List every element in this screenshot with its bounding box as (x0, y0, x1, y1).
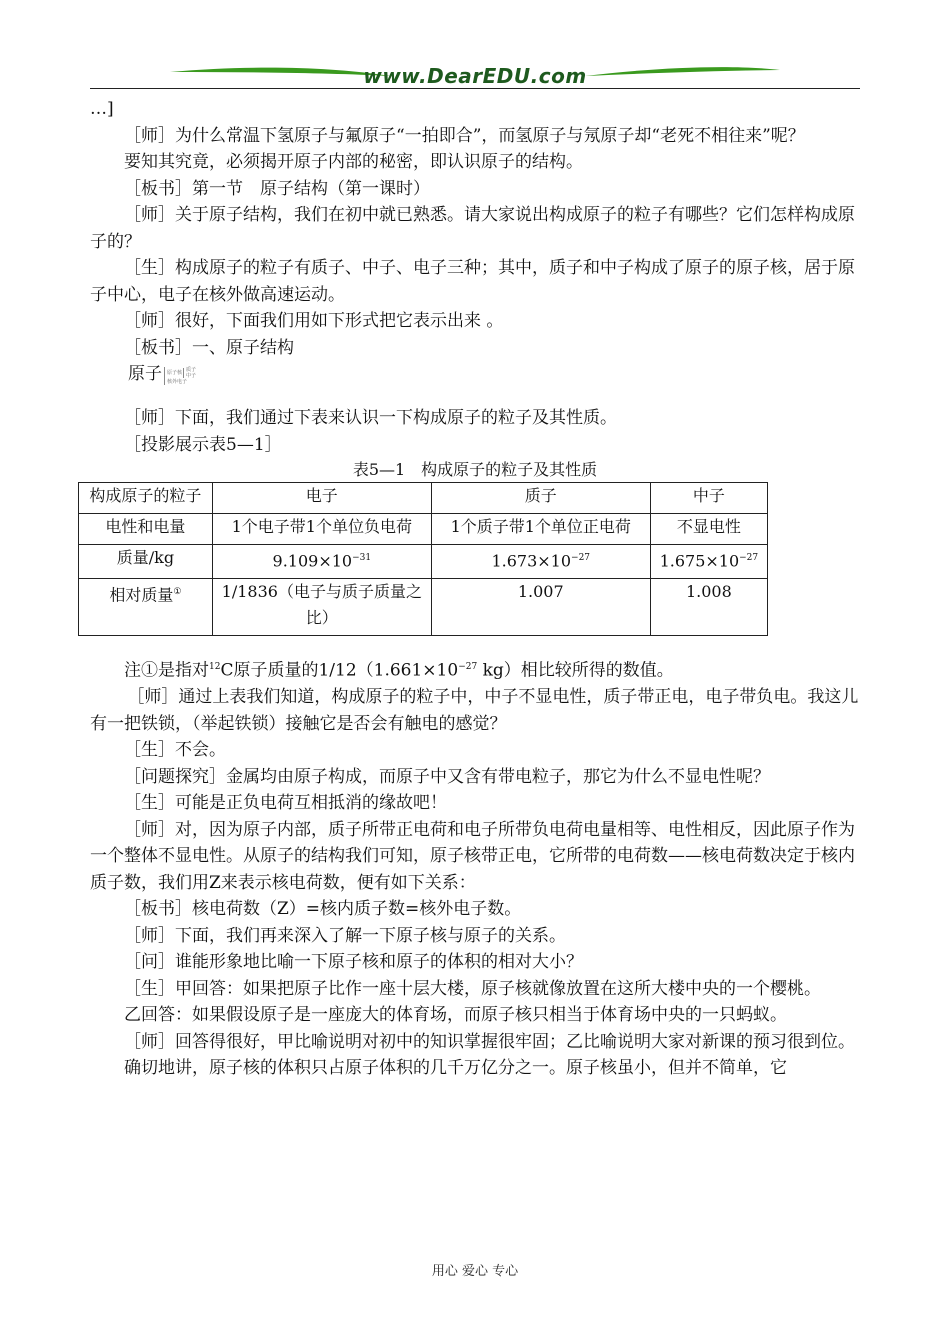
site-logo[interactable]: www.DearEDU.com (363, 64, 587, 88)
paragraph: ［师］对，因为原子内部，质子所带正电荷和电子所带负电荷电量相等、电性相反，因此原子作为一个整体不显电性。从原子的结构我们可知，原子核带正电，它所带的电荷数——核电荷数决定于核内质子数，我们用Z来表示核电荷数，便有如下关系： (90, 819, 855, 893)
paragraph: ［师］关于原子结构，我们在初中就已熟悉。请大家说出构成原子的粒子有哪些？它们怎样构成原子的？ (90, 205, 855, 252)
paragraph: 确切地讲，原子核的体积只占原子体积的几千万亿分之一。原子核虽小，但并不简单，它 (124, 1058, 787, 1079)
table-cell: 不显电性 (650, 514, 767, 545)
note-isotope-mass-number: 12 (209, 662, 221, 673)
table-cell: 1个质子带1个单位正电荷 (431, 514, 650, 545)
table-row (79, 514, 768, 545)
table-cell: 电性和电量 (79, 514, 213, 545)
table-cell (212, 545, 431, 579)
table-cell (79, 579, 213, 636)
paragraph: 乙回答：如果假设原子是一座庞大的体育场，而原子核只相当于体育场中央的一只蚂蚁。 (124, 1005, 787, 1026)
neutron-label: 中子 (186, 373, 197, 379)
electron-label: 核外电子 (167, 379, 188, 385)
paragraph: ［师］为什么常温下氢原子与氟原子“一拍即合”，而氢原子与氖原子却“老死不相往来”呢？ (124, 125, 805, 146)
brace-icon (164, 367, 165, 385)
paragraph: ［板书］核电荷数（Z）=核内质子数=核外电子数。 (124, 899, 522, 920)
mass-exponent: −27 (739, 553, 759, 563)
particle-properties-table (78, 482, 768, 636)
atom-breakdown (164, 367, 196, 385)
paragraph: ［生］构成原子的粒子有质子、中子、电子三种；其中，质子和中子构成了原子的原子核，居于原子中心，电子在核外做高速运动。 (90, 258, 855, 305)
paragraph: ［板书］一、原子结构 (124, 337, 294, 358)
document-body (90, 96, 860, 1082)
table-header-row (79, 483, 768, 514)
paragraph: ［投影展示表5—1］ (124, 434, 282, 455)
table-header-cell: 构成原子的粒子 (79, 483, 213, 514)
note-tail: kg）相比较所得的数值。 (477, 660, 674, 681)
table-header-cell: 中子 (650, 483, 767, 514)
table-header-cell: 电子 (212, 483, 431, 514)
table-cell: 1个电子带1个单位负电荷 (212, 514, 431, 545)
note-exponent: −27 (458, 662, 478, 673)
paragraph: ［生］可能是正负电荷互相抵消的缘故吧！ (124, 793, 447, 814)
paragraph: ［师］很好，下面我们用如下形式把它表示出来 。 (124, 311, 504, 331)
atom-structure-diagram (128, 361, 860, 405)
paragraph: ［问题探究］金属均由原子构成，而原子中又含有带电粒子，那它为什么不显电性呢？ (124, 766, 770, 787)
paragraph: ［板书］第一节 原子结构（第一课时） (124, 178, 430, 199)
table-cell: 质量/kg (79, 545, 213, 579)
table-cell: 1.007 (431, 579, 650, 636)
table-row (79, 545, 768, 579)
nucleus-label: 原子核 (167, 370, 183, 376)
paragraph: ［师］通过上表我们知道，构成原子的粒子中，中子不显电性，质子带正电，电子带负电。我这儿有一把铁锁，（举起铁锁）接触它是否会有触电的感觉？ (90, 687, 859, 734)
paragraph: ［师］下面，我们再来深入了解一下原子核与原子的关系。 (124, 925, 566, 946)
paragraph: ［生］甲回答：如果把原子比作一座十层大楼，原子核就像放置在这所大楼中央的一个樱桃。 (124, 978, 821, 999)
paragraph: ［生］不会。 (124, 740, 226, 761)
relative-mass-label: 相对质量 (109, 585, 174, 605)
mass-value: 9.109×10 (272, 551, 353, 571)
table-note (90, 654, 860, 684)
paragraph: ［师］下面，我们通过下表来认识一下构成原子的粒子及其性质。 (124, 408, 617, 428)
mass-exponent: −31 (352, 553, 372, 563)
proton-label: 质子 (186, 367, 197, 373)
mass-value: 1.673×10 (491, 551, 572, 571)
paragraph: …] (90, 99, 114, 119)
paragraph: 要知其究竟，必须揭开原子内部的秘密，即认识原子的结构。 (124, 152, 583, 172)
paragraph: ［问］谁能形象地比喻一下原子核和原子的体积的相对大小？ (124, 952, 583, 973)
header-divider (90, 88, 860, 89)
note-prefix: 注①是指对 (124, 660, 209, 681)
table-cell (650, 545, 767, 579)
table-header-cell: 质子 (431, 483, 650, 514)
table-cell: 1/1836（电子与质子质量之比） (212, 579, 431, 636)
paragraph: ［师］回答得很好，甲比喻说明对初中的知识掌握很牢固；乙比喻说明大家对新课的预习很到位。 (124, 1031, 855, 1052)
table-cell (431, 545, 650, 579)
table-row (79, 579, 768, 636)
atom-label: 原子 (128, 364, 162, 384)
mass-value: 1.675×10 (659, 551, 740, 571)
table-cell: 1.008 (650, 579, 767, 636)
site-header (90, 60, 860, 90)
table-caption: 表5—1 构成原子的粒子及其性质 (352, 460, 598, 479)
note-text: C原子质量的1/12（1.661×10 (220, 660, 459, 681)
mass-exponent: −27 (571, 553, 591, 563)
note-mark: ① (173, 587, 182, 598)
brace-icon (183, 368, 184, 378)
page-footer: 用心 爱心 专心 (431, 1264, 519, 1279)
